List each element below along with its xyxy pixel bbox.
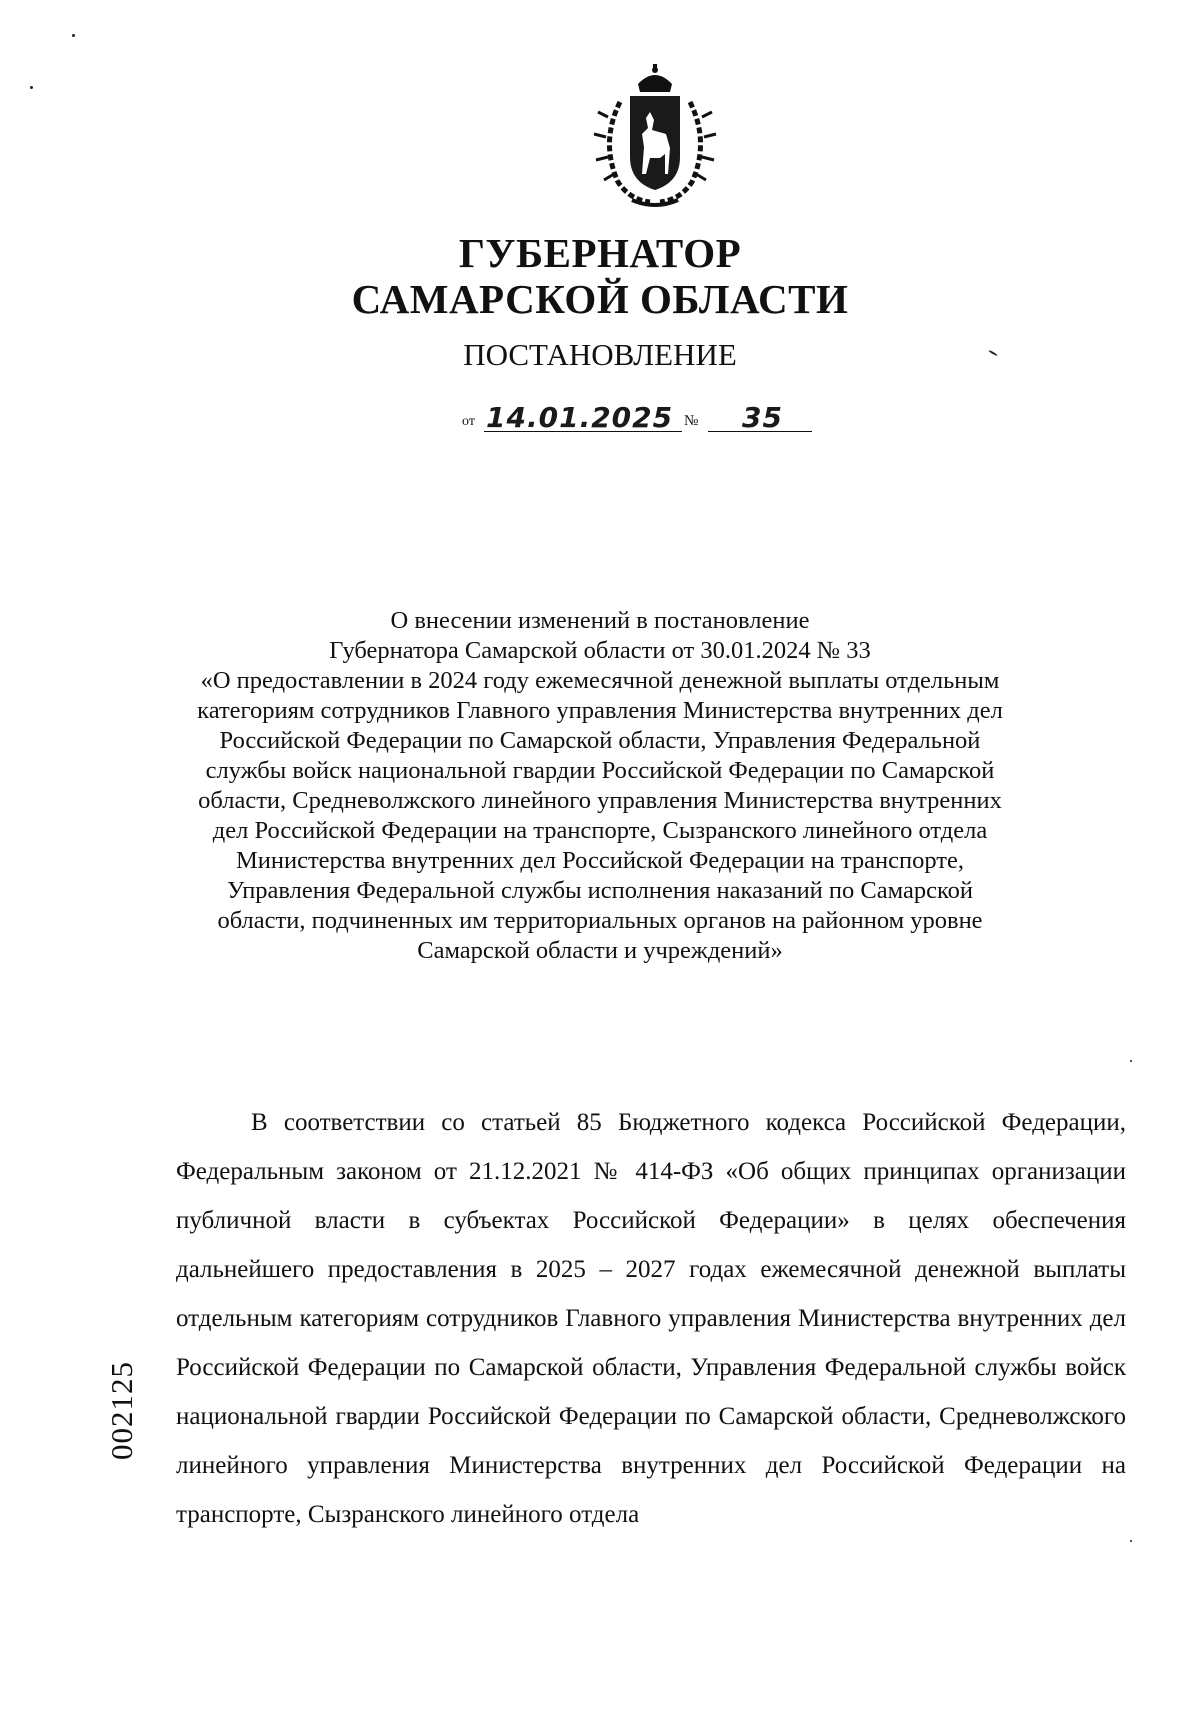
body-paragraph: В соответствии со статьей 85 Бюджетного кодекса Российской Федерации, Федеральным законом от 21.12.2021 № 414-ФЗ «Об общих принципах организации публичной власти в субъектах Российской Федерации» в целях обеспечения дальнейшего предоставления в 2025 – 2027 годах ежемесячной денежной выплаты отдельным категориям сотрудников Главного управления Министерства внутренних дел Российской Федерации по Самарской области, Управления Федеральной службы войск национальной гвардии Российской Федерации по Самарской области, Средневолжского линейного управления Министерства внутренних дел Российской Федерации на транспорте, Сызранского линейного отдела [176,1109,1126,1528]
date-number-line [462,398,862,438]
scan-speck [1130,1540,1132,1542]
issuer-title-line2: САМАРСКОЙ ОБЛАСТИ [351,276,849,322]
document-number: 35 [742,401,783,434]
subject-line: службы войск национальной гвардии Российской Федерации по Самарской [205,757,995,784]
document-subject [170,606,1030,966]
document-type: ПОСТАНОВЛЕНИЕ [463,337,737,372]
subject-line: Управления Федеральной службы исполнения наказаний по Самарской [227,877,973,904]
subject-line: области, Средневолжского линейного управления Министерства внутренних [198,787,1002,814]
subject-line: Самарской области и учреждений» [417,937,783,964]
subject-line: «О предоставлении в 2024 году ежемесячной денежной выплаты отдельным [200,667,1000,694]
subject-line: О внесении изменений в постановление [390,607,810,634]
subject-line: категориям сотрудников Главного управления Министерства внутренних дел [197,697,1003,724]
subject-line: Российской Федерации по Самарской области, Управления Федеральной [219,727,981,754]
subject-line: дел Российской Федерации на транспорте, Сызранского линейного отдела [212,817,988,844]
number-underline [708,431,812,432]
side-serial-stamp: 002125 [104,1361,139,1460]
document-date: 14.01.2025 [486,401,674,434]
subject-line: области, подчиненных им территориальных органов на районном уровне [217,907,983,934]
subject-line: Губернатора Самарской области от 30.01.2024 № 33 [329,637,871,664]
number-label: № [684,413,699,429]
scan-speck [1130,1060,1132,1062]
issuer-title-line1: ГУБЕРНАТОР [458,230,742,276]
date-underline [484,431,682,432]
coat-of-arms-icon [590,62,720,212]
date-from-label: от [462,414,475,429]
scan-speck [72,34,75,37]
scan-speck [30,86,33,89]
subject-line: Министерства внутренних дел Российской Федерации на транспорте, [235,847,965,874]
